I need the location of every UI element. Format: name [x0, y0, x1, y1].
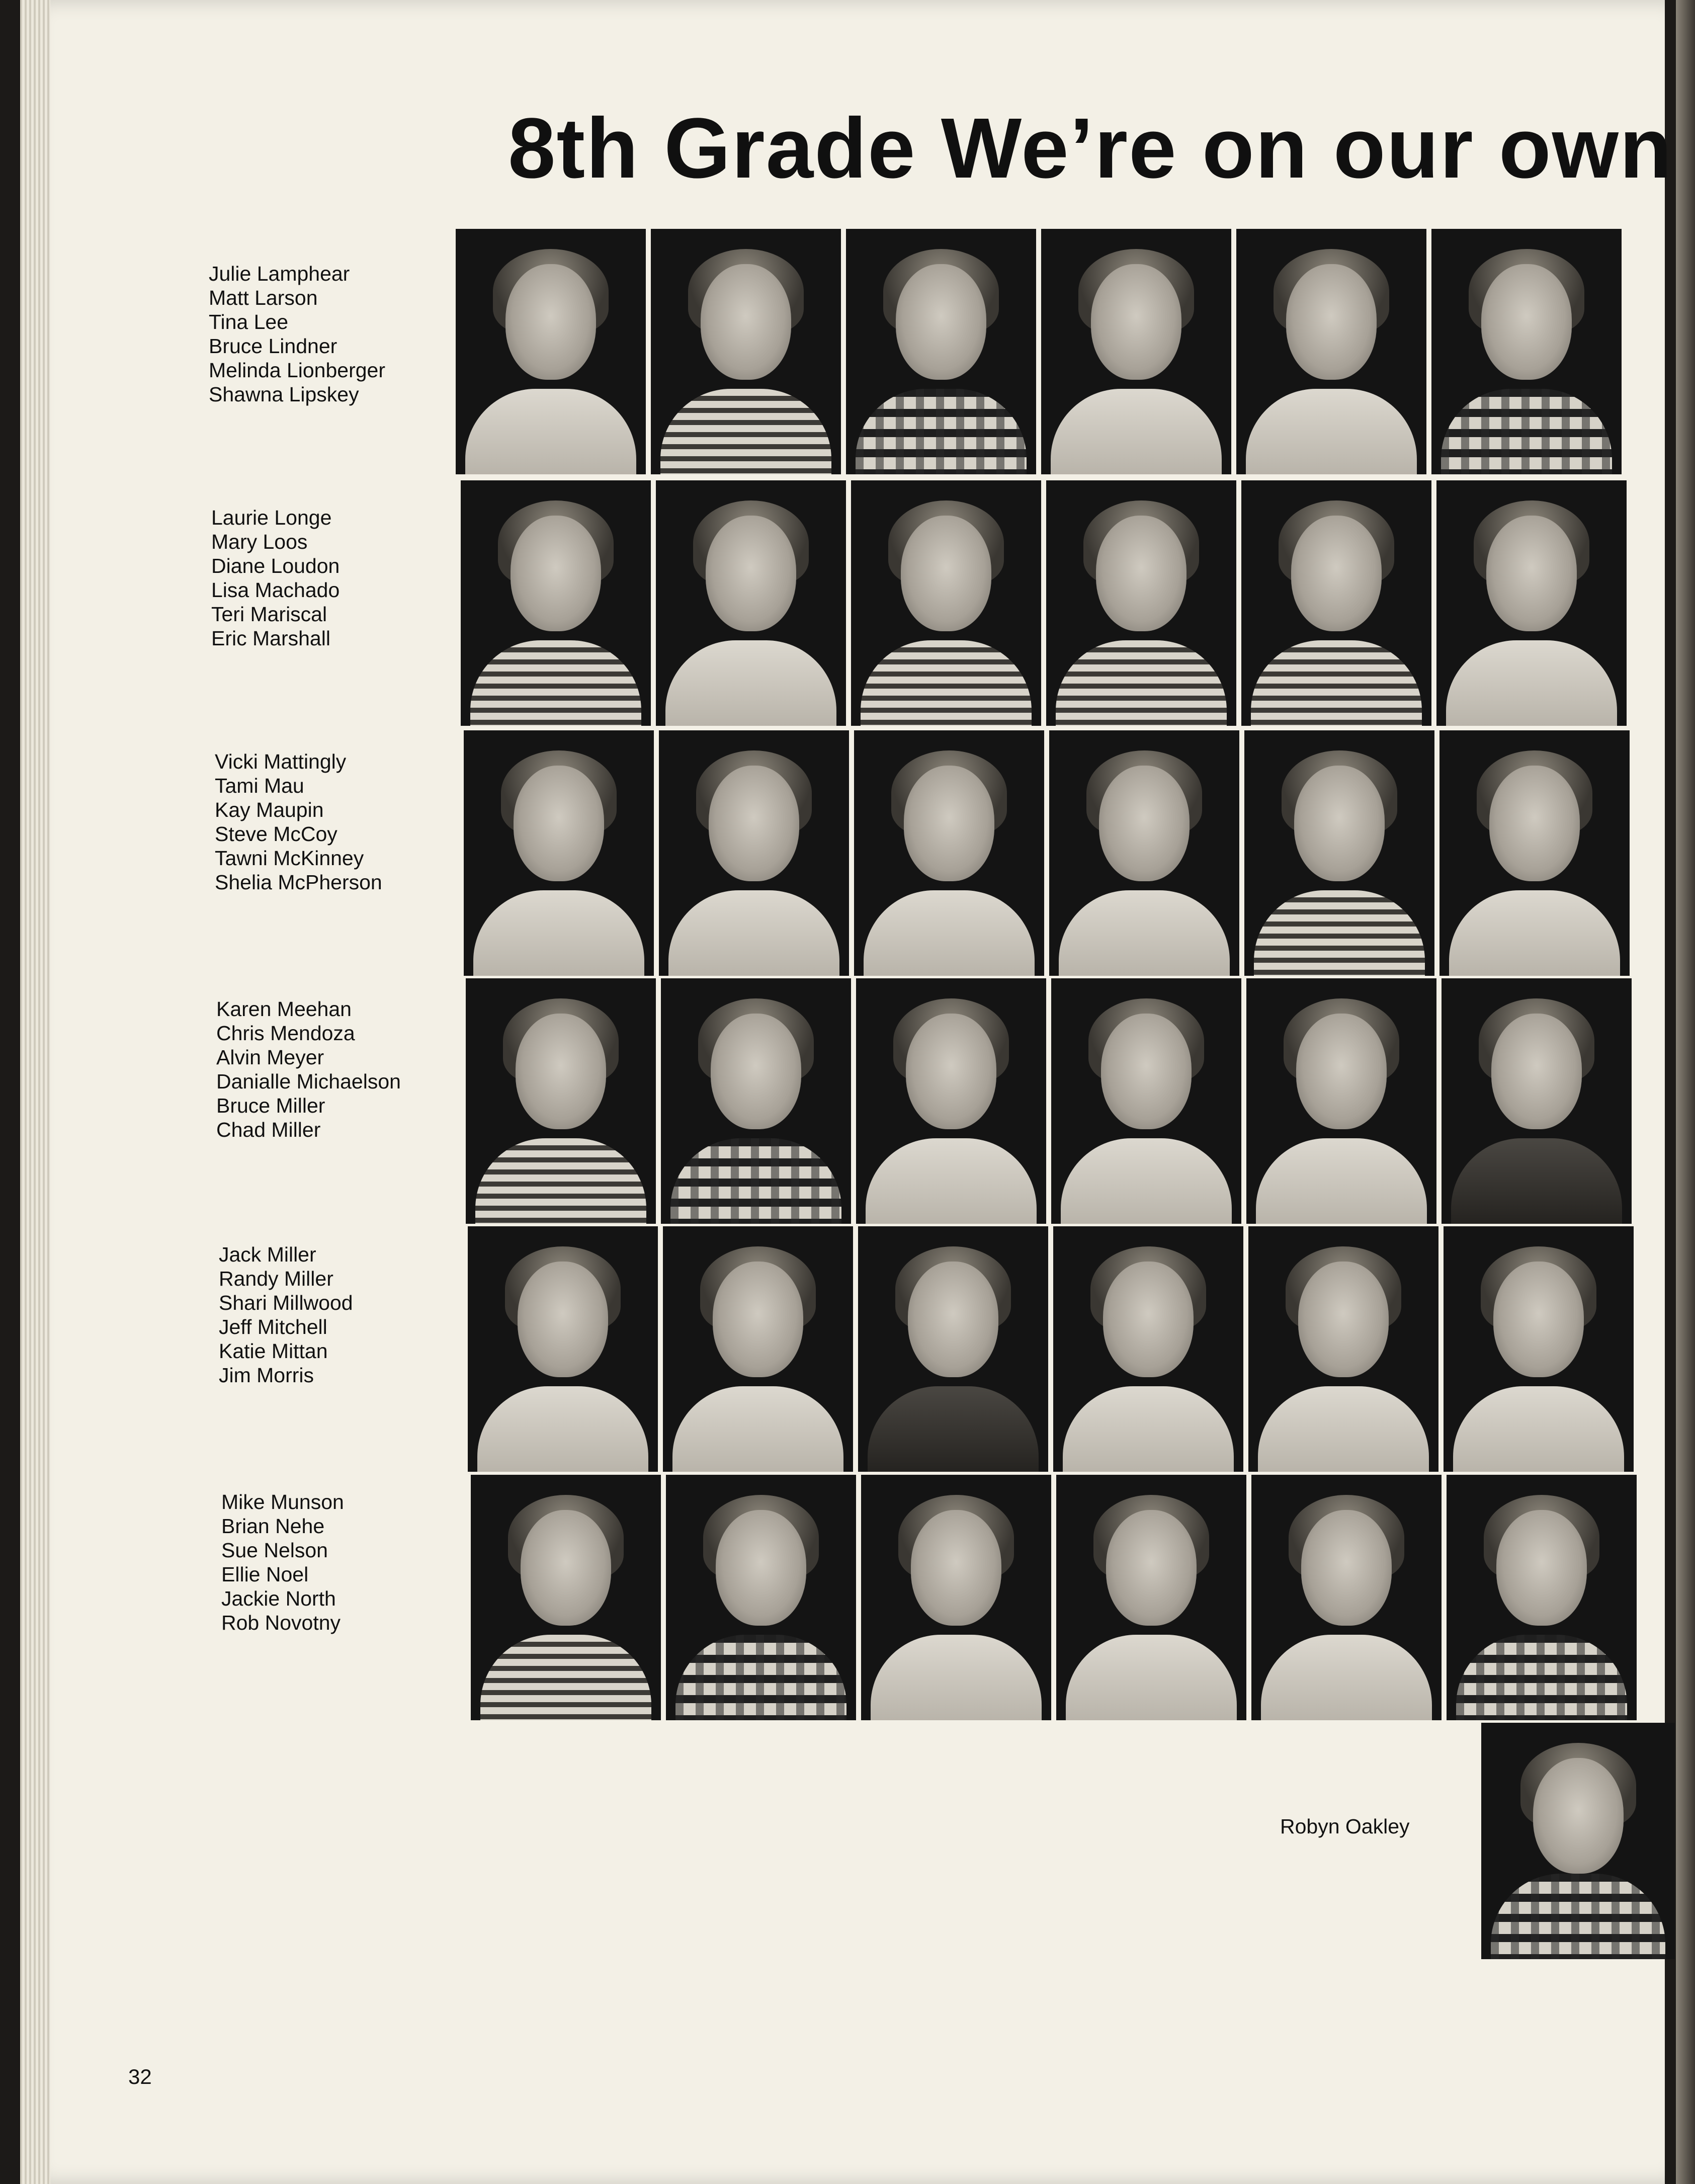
names-list-row-4 — [216, 997, 401, 1142]
student-photo — [663, 1226, 853, 1472]
student-name: Shawna Lipskey — [209, 383, 359, 406]
student-name: Lisa Machado — [211, 578, 340, 602]
student-name: Melinda Lionberger — [209, 359, 386, 382]
student-photo — [661, 978, 851, 1224]
photo-row-4 — [466, 978, 1632, 1224]
student-name: Sue Nelson — [221, 1539, 328, 1562]
page-number: 32 — [128, 2065, 152, 2088]
names-list-row-1 — [209, 262, 385, 406]
student-photo — [1447, 1475, 1637, 1720]
page-title: 8th Grade We’re on our own — [508, 101, 1673, 196]
student-photo — [1436, 480, 1627, 726]
student-photo — [461, 480, 651, 726]
student-photo — [1248, 1226, 1438, 1472]
student-name: Teri Mariscal — [211, 603, 327, 626]
student-photo — [1442, 978, 1632, 1224]
student-name: Mike Munson — [221, 1490, 344, 1514]
student-photo — [468, 1226, 658, 1472]
student-name: Vicki Mattingly — [215, 750, 347, 773]
student-photo — [1056, 1475, 1246, 1720]
names-list-row-2 — [211, 506, 340, 650]
student-name: Steve McCoy — [215, 822, 337, 846]
student-name: Bruce Miller — [216, 1094, 325, 1117]
student-name: Karen Meehan — [216, 997, 352, 1021]
student-photo — [466, 978, 656, 1224]
single-student-name: Robyn Oakley — [1280, 1815, 1410, 1838]
student-name: Alvin Meyer — [216, 1046, 324, 1069]
student-photo — [456, 229, 646, 474]
student-photo — [861, 1475, 1051, 1720]
student-name: Kay Maupin — [215, 798, 324, 821]
student-photo — [856, 978, 1046, 1224]
student-name: Bruce Lindner — [209, 334, 337, 358]
student-photo — [1431, 229, 1622, 474]
binder-edge — [1676, 0, 1695, 2184]
student-name: Tami Mau — [215, 774, 304, 797]
names-list-row-6 — [221, 1490, 344, 1635]
yearbook-page — [20, 0, 1673, 2184]
student-name: Rob Novotny — [221, 1611, 341, 1634]
student-name: Julie Lamphear — [209, 262, 350, 285]
student-photo — [1244, 730, 1434, 976]
student-photo — [1481, 1723, 1675, 1959]
student-photo — [1439, 730, 1630, 976]
student-name: Mary Loos — [211, 530, 308, 553]
photo-row-5 — [468, 1226, 1634, 1472]
names-list-row-5 — [219, 1242, 353, 1387]
student-name: Danialle Michaelson — [216, 1070, 401, 1093]
student-name: Eric Marshall — [211, 627, 330, 650]
photo-row-1 — [456, 229, 1622, 474]
student-photo — [851, 480, 1041, 726]
student-photo — [656, 480, 846, 726]
student-name: Jackie North — [221, 1587, 336, 1610]
student-photo — [846, 229, 1036, 474]
student-photo — [1041, 229, 1231, 474]
student-photo — [1241, 480, 1431, 726]
student-name: Diane Loudon — [211, 554, 340, 577]
student-name: Chris Mendoza — [216, 1022, 355, 1045]
photo-row-6 — [471, 1475, 1637, 1720]
student-photo — [659, 730, 849, 976]
student-name: Chad Miller — [216, 1118, 321, 1141]
student-photo — [471, 1475, 661, 1720]
student-name: Matt Larson — [209, 286, 318, 309]
student-photo — [1049, 730, 1239, 976]
photo-row-3 — [464, 730, 1630, 976]
student-photo — [858, 1226, 1048, 1472]
student-photo — [464, 730, 654, 976]
student-name: Jim Morris — [219, 1364, 314, 1387]
student-name: Brian Nehe — [221, 1515, 325, 1538]
student-photo — [1444, 1226, 1634, 1472]
photo-row-2 — [461, 480, 1627, 726]
student-name: Tawni McKinney — [215, 847, 364, 870]
student-photo — [1053, 1226, 1243, 1472]
student-photo — [1046, 480, 1236, 726]
student-name: Katie Mittan — [219, 1339, 328, 1363]
student-photo — [1236, 229, 1426, 474]
student-photo — [854, 730, 1044, 976]
student-photo — [1051, 978, 1241, 1224]
student-photo — [666, 1475, 856, 1720]
names-list-row-3 — [215, 749, 382, 894]
student-name: Shelia McPherson — [215, 871, 382, 894]
student-name: Jeff Mitchell — [219, 1315, 327, 1338]
student-photo — [651, 229, 841, 474]
student-name: Ellie Noel — [221, 1563, 309, 1586]
page-edges — [20, 0, 50, 2184]
student-name: Laurie Longe — [211, 506, 332, 529]
student-name: Jack Miller — [219, 1243, 316, 1266]
student-name: Shari Millwood — [219, 1291, 353, 1314]
student-photo — [1251, 1475, 1442, 1720]
student-photo — [1246, 978, 1436, 1224]
student-name: Tina Lee — [209, 310, 289, 333]
student-name: Randy Miller — [219, 1267, 333, 1290]
